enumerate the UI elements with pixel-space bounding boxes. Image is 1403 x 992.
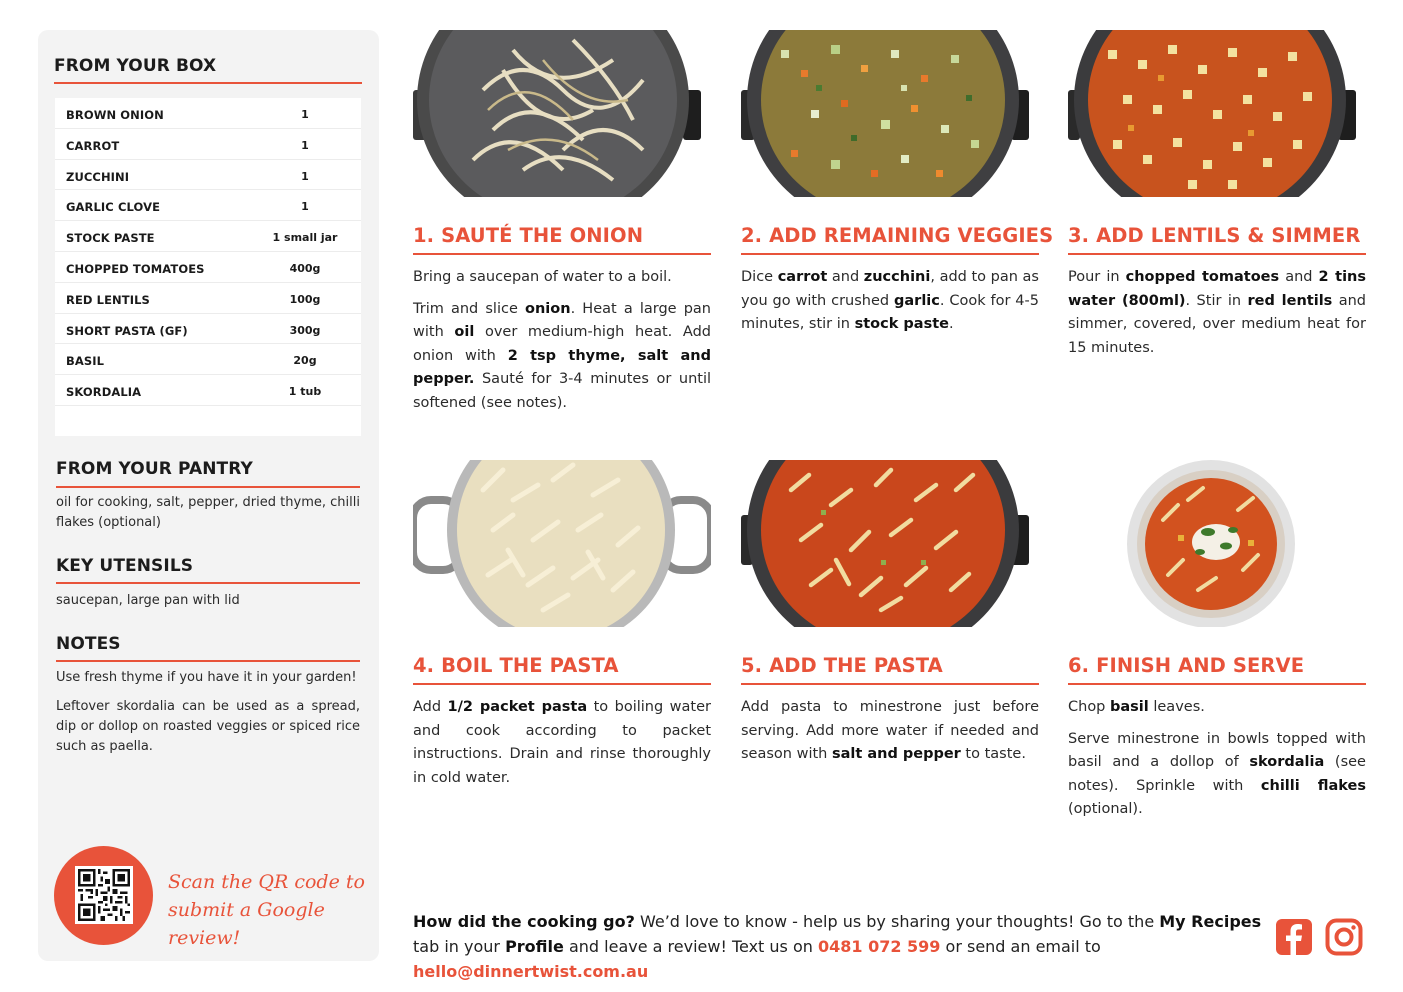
ingredient-name: CHOPPED TOMATOES [66,261,205,276]
divider [741,683,1039,685]
step-instructions [1068,696,1366,830]
ingredient-row [55,252,361,283]
step-title: 5. ADD THE PASTA [741,654,943,677]
highlight: 2 tins water (800ml) [1068,269,1366,309]
step-paragraph [741,696,1039,767]
text: . Cook for 4-5 minutes, stir in [741,292,1039,332]
ingredient-qty: 400g [289,261,321,275]
notes-text: Use fresh thyme if you have it in your garden! [56,670,357,685]
divider [413,683,711,685]
ingredient-row [55,129,361,160]
divider [56,582,360,584]
profile-label: Profile [505,937,564,956]
phone-link[interactable]: 0481 072 599 [817,937,941,956]
step-title: 1. SAUTÉ THE ONION [413,224,644,247]
text: Pour in [1068,269,1126,285]
ingredient-qty: 1 [301,138,309,152]
divider [413,253,711,255]
text: and simmer, covered, over medium heat for 15 minutes. [1068,292,1366,356]
text: (see notes). Sprinkle with [1068,754,1366,794]
utensils-text: saucepan, large pan with lid [56,593,240,608]
ingredient-qty: 1 [301,108,309,121]
highlight: oil [454,324,475,340]
ingredient-row [55,98,361,129]
highlight: skordalia [1249,754,1325,770]
highlight: red lentils [1247,292,1333,309]
text: and [1279,269,1319,285]
minestrone-bowl-image [1068,460,1366,627]
ingredient-row [55,344,361,375]
ingredient-row [55,375,361,406]
highlight: chilli flakes [1260,777,1366,794]
ingredient-list [55,98,361,436]
text: to boiling water and cook according to packet instructions. Drain and rinse thoroughly in cold water. [413,699,711,786]
sidebar [38,30,379,961]
notes-title: NOTES [56,634,121,654]
instagram-icon[interactable] [1325,918,1363,956]
step-title: 3. ADD LENTILS & SIMMER [1068,224,1361,247]
divider [1068,683,1366,685]
step-paragraph [413,298,711,416]
ingredient-name: BROWN ONION [66,108,164,122]
from-box-title: FROM YOUR BOX [54,56,217,76]
feedback-heading: How did the cooking go? [413,912,635,931]
ingredient-name: ZUCCHINI [66,169,130,184]
step-title: 4. BOIL THE PASTA [413,654,619,677]
ingredient-qty: 100g [289,292,321,306]
divider [741,253,1039,255]
ingredient-row [55,160,361,191]
divider [54,82,362,84]
step-instructions [1068,266,1366,368]
ingredient-row [55,314,361,345]
pantry-title: FROM YOUR PANTRY [56,459,253,479]
qr-cta-line: Scan the QR code to [168,871,365,893]
text: . [948,316,954,332]
highlight: basil [1110,699,1149,715]
step-title: 2. ADD REMAINING VEGGIES [741,224,1054,247]
qr-call-to-action [168,868,368,952]
ingredient-qty: 1 [301,169,309,183]
highlight: onion [525,300,571,317]
text: . Stir in [1185,292,1248,309]
text: or send an email to [940,937,1101,956]
text: Dice [741,269,778,285]
highlight: stock paste [854,316,949,332]
divider [56,660,360,662]
text: Sauté for 3-4 minutes or until softened (see notes). [413,371,711,411]
highlight: carrot [777,269,828,285]
step-title: 6. FINISH AND SERVE [1068,654,1305,677]
highlight: salt and pepper [831,746,961,762]
onion-in-pan-image [413,30,711,197]
ingredient-name: BASIL [66,354,105,369]
my-recipes-label: My Recipes [1159,912,1262,931]
text: to taste. [960,746,1026,762]
notes-text: Leftover skordalia can be used as a spread, dip or dollop on roasted veggies or spiced rice such as paella. [56,699,360,754]
pantry-text: oil for cooking, salt, pepper, dried thyme, chilli flakes (optional) [56,495,360,530]
text: , add to pan as you go with crushed [741,269,1039,309]
text: over medium-high heat. Add onion with [413,324,711,364]
step-paragraph [413,696,711,790]
step-paragraph [741,266,1039,337]
step-paragraph: Bring a saucepan of water to a boil. [413,269,672,285]
text: leaves. [1148,699,1205,715]
text: Add [413,699,448,715]
text: and [827,269,864,285]
text: . Heat a large pan with [413,300,711,340]
qr-badge[interactable] [54,846,153,945]
ingredient-qty: 1 small jar [272,231,338,245]
text: and leave a review! Text us on [563,937,818,956]
highlight: zucchini [863,269,931,285]
qr-code-icon[interactable] [75,866,133,924]
ingredient-qty: 1 [301,200,309,214]
divider [56,486,360,488]
text: Chop [1068,699,1110,715]
ingredient-name: CARROT [66,138,120,153]
highlight: 1/2 packet pasta [447,699,588,715]
feedback-message [413,909,1263,984]
ingredient-row [55,190,361,221]
highlight: garlic [894,292,940,309]
text: tab in your [413,937,506,956]
text: Serve minestrone in bowls topped with basil and a dollop of [1068,730,1366,770]
step-instructions [741,696,1039,775]
diced-veggies-in-pan-image [741,30,1039,197]
step-paragraph [1068,266,1366,360]
step-instructions [413,266,711,423]
ingredient-name: RED LENTILS [66,292,150,307]
ingredient-name: GARLIC CLOVE [66,200,161,215]
ingredient-row [55,283,361,314]
divider [1068,253,1366,255]
email-link[interactable]: hello@dinnertwist.com.au [413,962,649,981]
minestrone-in-pan-image [741,460,1039,627]
highlight: chopped tomatoes [1125,269,1280,285]
text: We’d love to know - help us by sharing your thoughts! Go to the [634,912,1160,931]
facebook-icon[interactable] [1275,918,1313,956]
ingredient-name: STOCK PASTE [66,231,155,246]
text: Trim and slice [413,300,526,317]
utensils-title: KEY UTENSILS [56,556,194,576]
ingredient-qty: 1 tub [288,385,322,399]
qr-cta-line: submit a Google review! [168,899,325,949]
step-paragraph [1068,728,1366,822]
lentil-soup-in-pan-image [1068,30,1366,197]
step-instructions [413,696,711,798]
step-paragraph [1068,696,1366,720]
ingredient-qty: 300g [289,323,321,337]
ingredient-name: SKORDALIA [66,385,142,400]
ingredient-qty: 20g [293,354,317,368]
step-instructions [741,266,1039,345]
text: (optional). [1068,801,1143,817]
highlight: 2 tsp thyme, salt and pepper. [413,347,712,387]
text: Add pasta to minestrone just before serving. Add more water if needed and season with [741,699,1039,762]
pasta-in-saucepan-image [413,460,711,627]
ingredient-name: SHORT PASTA (GF) [66,323,188,338]
ingredient-row [55,221,361,252]
